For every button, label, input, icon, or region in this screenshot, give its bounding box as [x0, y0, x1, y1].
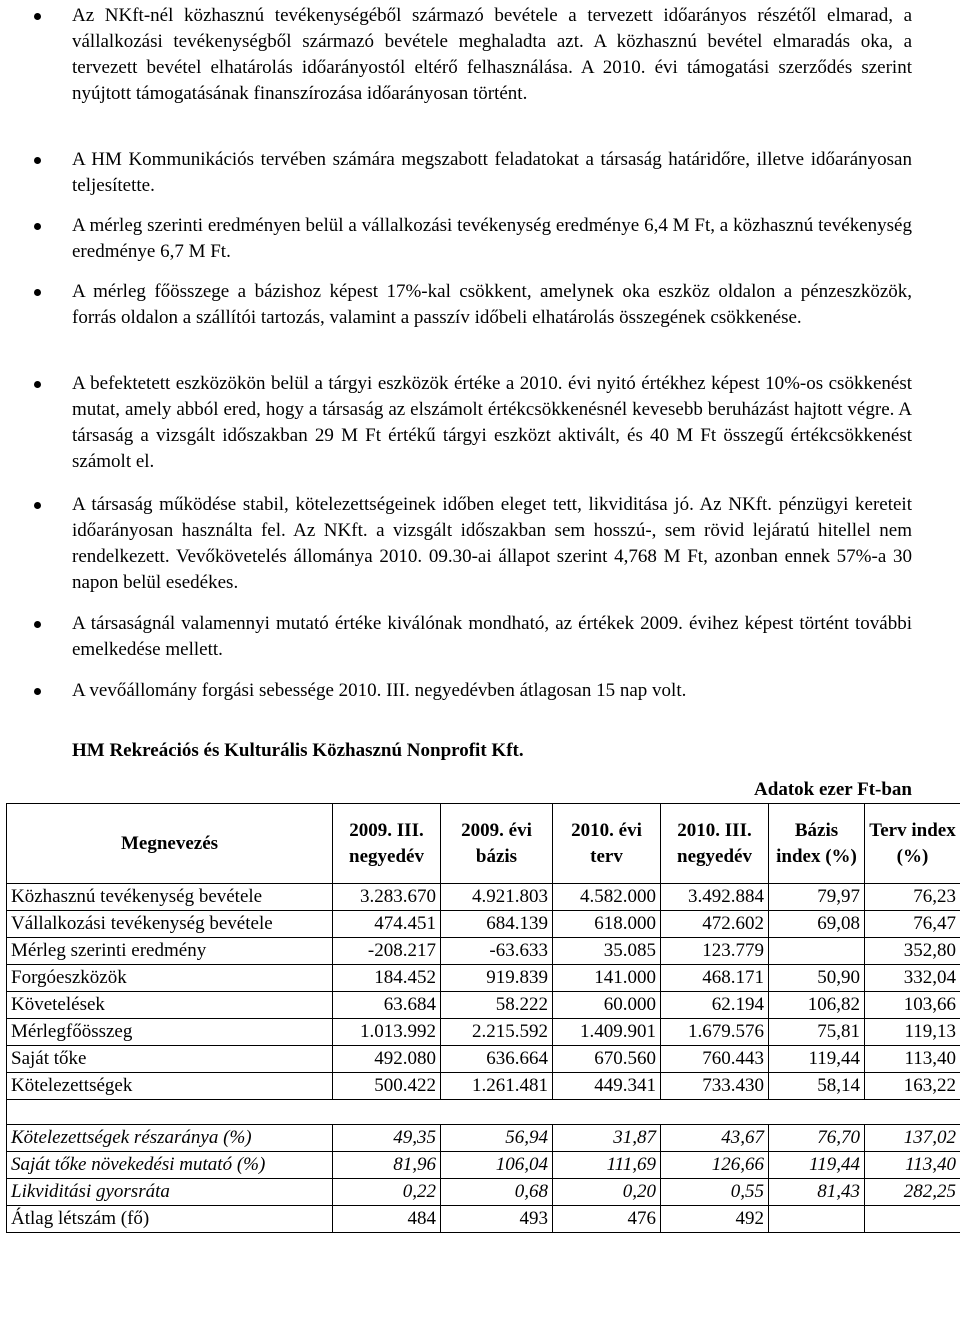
bullet-text: A társaság működése stabil, kötelezettségeinek időben eleget tett, likviditása jó. Az NKft. pénzügyi kereteit időarányosan használta fel. Az NKft. a vizsgált időszakban sem hosszú-, sem rövid lejáratú hitellel nem rendelkezett. Vevőkövetelés állománya 2010. 09.30-ai állapot szerint 4,768 M Ft, azonban ennek 57%-a 30 napon belül esedékes.	[72, 494, 912, 593]
ratio-row	[7, 1125, 960, 1152]
table-cell: 733.430	[661, 1073, 769, 1100]
table-cell: 163,22	[865, 1073, 960, 1100]
table-cell: 31,87	[553, 1125, 661, 1152]
row-label: Saját tőke	[7, 1046, 333, 1073]
table-cell: 184.452	[333, 965, 441, 992]
table-cell: 468.171	[661, 965, 769, 992]
table-cell: 500.422	[333, 1073, 441, 1100]
table-cell: 56,94	[441, 1125, 553, 1152]
bullet-dot-icon	[34, 621, 41, 628]
table-cell: 141.000	[553, 965, 661, 992]
table-cell: 493	[441, 1206, 553, 1233]
financial-table	[6, 803, 960, 1233]
bullet-dot-icon	[34, 289, 41, 296]
table-cell: 76,70	[769, 1125, 865, 1152]
table-cell: 35.085	[553, 938, 661, 965]
table-cell	[769, 1206, 865, 1233]
row-label: Saját tőke növekedési mutató (%)	[7, 1152, 333, 1179]
table-row	[7, 1073, 960, 1100]
column-header: 2009. évi bázis	[441, 804, 553, 884]
table-cell: 76,47	[865, 911, 960, 938]
bullet-dot-icon	[34, 223, 41, 230]
table-cell: 106,04	[441, 1152, 553, 1179]
table-cell: 449.341	[553, 1073, 661, 1100]
column-header: Terv index (%)	[865, 804, 960, 884]
units-note: Adatok ezer Ft-ban	[754, 779, 912, 800]
table-cell: 684.139	[441, 911, 553, 938]
row-label: Kötelezettségek	[7, 1073, 333, 1100]
table-cell: 113,40	[865, 1046, 960, 1073]
table-cell: 3.283.670	[333, 884, 441, 911]
column-header: 2010. III. negyedév	[661, 804, 769, 884]
table-row	[7, 965, 960, 992]
table-cell: 474.451	[333, 911, 441, 938]
table-cell: 0,20	[553, 1179, 661, 1206]
table-cell: 123.779	[661, 938, 769, 965]
bullet-text: A mérleg főösszege a bázishoz képest 17%-kal csökkent, amelynek oka eszköz oldalon a pénzeszközök, forrás oldalon a szállítói tartozás, valamint a passzív időbeli elhatárolás összegének csökkenése.	[72, 281, 912, 328]
bullet-text: A társaságnál valamennyi mutató értéke kiválónak mondható, az értékek 2009. évihez képest történt további emelkedése mellett.	[72, 613, 912, 660]
table-cell: 43,67	[661, 1125, 769, 1152]
table-body	[7, 884, 960, 1233]
table-cell: 1.013.992	[333, 1019, 441, 1046]
row-label: Forgóeszközök	[7, 965, 333, 992]
table-cell: 352,80	[865, 938, 960, 965]
bullet-text: A HM Kommunikációs tervében számára megszabott feladatokat a társaság határidőre, illetve időarányosan teljesítette.	[72, 149, 912, 196]
ratio-row	[7, 1179, 960, 1206]
table-cell: 282,25	[865, 1179, 960, 1206]
table-row	[7, 1046, 960, 1073]
table-cell: 0,22	[333, 1179, 441, 1206]
table-cell: 1.261.481	[441, 1073, 553, 1100]
spacer-cell	[7, 1100, 960, 1125]
table-cell: 2.215.592	[441, 1019, 553, 1046]
table-cell: 472.602	[661, 911, 769, 938]
table-cell: 4.582.000	[553, 884, 661, 911]
table-cell: 636.664	[441, 1046, 553, 1073]
table-cell: 119,13	[865, 1019, 960, 1046]
table-cell: 760.443	[661, 1046, 769, 1073]
table-cell: 492	[661, 1206, 769, 1233]
table-cell: -208.217	[333, 938, 441, 965]
column-header: Bázis index (%)	[769, 804, 865, 884]
table-cell: 106,82	[769, 992, 865, 1019]
table-cell: 81,96	[333, 1152, 441, 1179]
table-cell	[769, 938, 865, 965]
table-row	[7, 1019, 960, 1046]
bullet-text: Az NKft-nél közhasznú tevékenységéből származó bevétele a tervezett időarányos részétől elmarad, a vállalkozási tevékenységből származó bevétele meghaladta azt. A közhasznú bevétel elmaradás oka, a tervezett bevétel elhatárolás időarányostól eltérő felhasználása. A 2010. évi támogatási szerződés szerint nyújtott támogatásának finanszírozása időarányosan történt.	[72, 5, 912, 104]
table-cell: 1.409.901	[553, 1019, 661, 1046]
table-cell: 137,02	[865, 1125, 960, 1152]
table-cell: -63.633	[441, 938, 553, 965]
table-spacer-row	[7, 1100, 960, 1125]
table-cell: 119,44	[769, 1152, 865, 1179]
table-cell: 919.839	[441, 965, 553, 992]
table-cell: 79,97	[769, 884, 865, 911]
table-cell: 1.679.576	[661, 1019, 769, 1046]
table-cell: 49,35	[333, 1125, 441, 1152]
bullet-dot-icon	[34, 157, 41, 164]
row-label: Követelések	[7, 992, 333, 1019]
table-cell: 63.684	[333, 992, 441, 1019]
table-cell: 113,40	[865, 1152, 960, 1179]
bullet-dot-icon	[34, 381, 41, 388]
row-label: Likviditási gyorsráta	[7, 1179, 333, 1206]
row-label: Mérleg szerinti eredmény	[7, 938, 333, 965]
table-cell: 60.000	[553, 992, 661, 1019]
table-head	[7, 804, 960, 884]
table-cell: 4.921.803	[441, 884, 553, 911]
table-cell: 76,23	[865, 884, 960, 911]
table-cell: 119,44	[769, 1046, 865, 1073]
bullet-dot-icon	[34, 13, 41, 20]
table-cell: 3.492.884	[661, 884, 769, 911]
row-label: Vállalkozási tevékenység bevétele	[7, 911, 333, 938]
table-cell: 0,68	[441, 1179, 553, 1206]
column-header: 2009. III. negyedév	[333, 804, 441, 884]
row-label: Kötelezettségek részaránya (%)	[7, 1125, 333, 1152]
bullet-dot-icon	[34, 502, 41, 509]
table-row	[7, 884, 960, 911]
bullet-text: A vevőállomány forgási sebessége 2010. III. negyedévben átlagosan 15 nap volt.	[72, 680, 687, 701]
table-cell: 0,55	[661, 1179, 769, 1206]
table-cell: 126,66	[661, 1152, 769, 1179]
row-label: Mérlegfőösszeg	[7, 1019, 333, 1046]
section-title: HM Rekreációs és Kulturális Közhasznú Nonprofit Kft.	[72, 740, 524, 761]
bullet-text: A befektetett eszközökön belül a tárgyi eszközök értéke a 2010. évi nyitó értékhez képest 10%-os csökkenést mutat, amely abból ered, hogy a társaság az elszámolt értékcsökkenésnél kevesebb beruházást hajtott végre. A társaság a vizsgált időszakban 29 M Ft értékű tárgyi eszközt aktivált, és 40 M Ft összegű értékcsökkenést számolt el.	[72, 373, 912, 472]
row-label: Közhasznú tevékenység bevétele	[7, 884, 333, 911]
table-cell: 492.080	[333, 1046, 441, 1073]
table-row	[7, 1206, 960, 1233]
table-cell: 476	[553, 1206, 661, 1233]
table-row	[7, 938, 960, 965]
table-cell: 75,81	[769, 1019, 865, 1046]
table-cell: 332,04	[865, 965, 960, 992]
table-cell: 103,66	[865, 992, 960, 1019]
column-header: 2010. évi terv	[553, 804, 661, 884]
table-cell: 81,43	[769, 1179, 865, 1206]
table-cell: 484	[333, 1206, 441, 1233]
table-cell: 58,14	[769, 1073, 865, 1100]
table-cell	[865, 1206, 960, 1233]
row-label: Átlag létszám (fő)	[7, 1206, 333, 1233]
table-cell: 58.222	[441, 992, 553, 1019]
bullet-dot-icon	[34, 688, 41, 695]
table-row	[7, 911, 960, 938]
table-cell: 618.000	[553, 911, 661, 938]
table-header-row	[7, 804, 960, 884]
table-cell: 670.560	[553, 1046, 661, 1073]
table-cell: 69,08	[769, 911, 865, 938]
table-cell: 111,69	[553, 1152, 661, 1179]
table-cell: 62.194	[661, 992, 769, 1019]
table-row	[7, 992, 960, 1019]
table-cell: 50,90	[769, 965, 865, 992]
ratio-row	[7, 1152, 960, 1179]
column-header: Megnevezés	[7, 804, 333, 884]
bullet-text: A mérleg szerinti eredményen belül a vállalkozási tevékenység eredménye 6,4 M Ft, a közhasznú tevékenység eredménye 6,7 M Ft.	[72, 215, 912, 262]
